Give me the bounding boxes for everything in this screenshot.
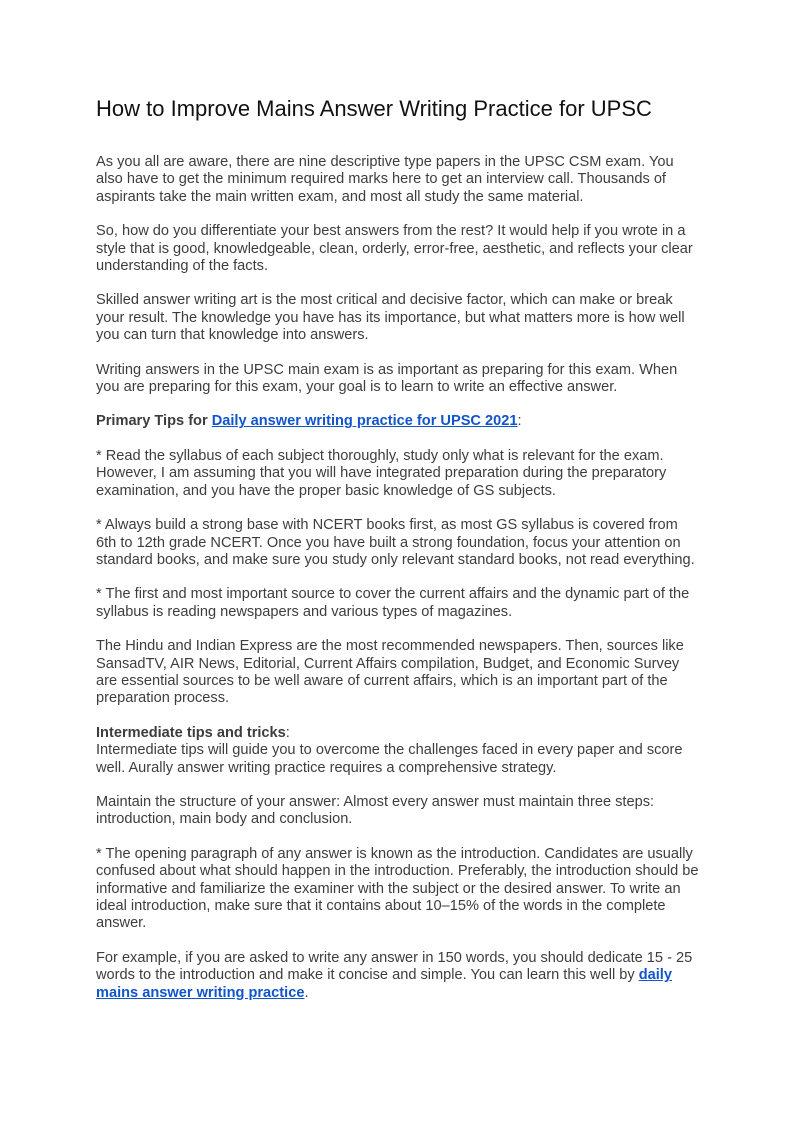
document-body — [96, 96, 700, 1019]
page-title: How to Improve Mains Answer Writing Practice for UPSC — [96, 96, 652, 121]
paragraph: Writing answers in the UPSC main exam is as important as preparing for this exam. When you are preparing for this exam, your goal is to learn to write an effective answer. — [96, 361, 678, 396]
daily-answer-writing-link[interactable]: Daily answer writing practice for UPSC 2021 — [211, 413, 518, 430]
tip-paragraph: * Always build a strong base with NCERT books first, as most GS syllabus is covered from 6th to 12th grade NCERT. Once you have built a strong foundation, focus your attention on standard books, and make sure you study only relevant standard books, not read everything. — [96, 517, 695, 568]
paragraph: So, how do you differentiate your best answers from the rest? It would help if you wrote in a style that is good, knowledgeable, clean, orderly, error-free, aesthetic, and reflects your clear understanding of the facts. — [96, 223, 693, 275]
paragraph: Skilled answer writing art is the most critical and decisive factor, which can make or break your result. The knowledge you have has its importance, but what matters more is how well you can turn that knowledge into answers. — [96, 292, 685, 344]
primary-tips-heading — [96, 413, 700, 430]
primary-tips-suffix: : — [517, 413, 522, 430]
example-suffix: . — [304, 984, 309, 1001]
intermediate-tips-label: Intermediate tips and tricks — [96, 724, 286, 741]
intermediate-tips-suffix: : — [285, 724, 290, 741]
intermediate-tips-heading — [96, 725, 700, 742]
intermediate-intro: Intermediate tips will guide you to overcome the challenges faced in every paper and score well. Aurally answer writing practice requires a comprehensive strategy. — [96, 742, 683, 776]
paragraph: As you all are aware, there are nine descriptive type papers in the UPSC CSM exam. You also have to get the minimum required marks here to get an interview call. Thousands of aspirants take the main written exam, and most all study the same material. — [96, 154, 674, 205]
example-paragraph — [96, 950, 700, 1002]
tip-paragraph: * The first and most important source to cover the current affairs and the dynamic part of the syllabus is reading newspapers and various types of magazines. — [96, 586, 690, 620]
daily-mains-practice-link[interactable]: daily mains answer writing practice — [96, 967, 672, 1001]
example-text: For example, if you are asked to write any answer in 150 words, you should dedicate 15 - 25 words to the introduction and make it concise and simple. You can learn this well by — [96, 949, 693, 984]
tip-paragraph: * Read the syllabus of each subject thoroughly, study only what is relevant for the exam. However, I am assuming that you will have integrated preparation during the preparatory examination, and you have the proper basic knowledge of GS subjects. — [96, 447, 667, 499]
tip-paragraph: * The opening paragraph of any answer is known as the introduction. Candidates are usually confused about what should happen in the introduction. Preferably, the introduction should be informative and familiarize the examiner with the subject or the desired answer. To write an ideal introduction, make sure that it contains about 10–15% of the words in the complete answer. — [96, 845, 699, 932]
tip-paragraph: Maintain the structure of your answer: Almost every answer must maintain three steps: introduction, main body and conclusion. — [96, 793, 655, 828]
tip-paragraph: The Hindu and Indian Express are the most recommended newspapers. Then, sources like SansadTV, AIR News, Editorial, Current Affairs compilation, Budget, and Economic Survey are essential sources to be well aware of current affairs, which is an important part of the preparation process. — [96, 638, 684, 707]
primary-tips-label: Primary Tips for — [96, 413, 212, 430]
